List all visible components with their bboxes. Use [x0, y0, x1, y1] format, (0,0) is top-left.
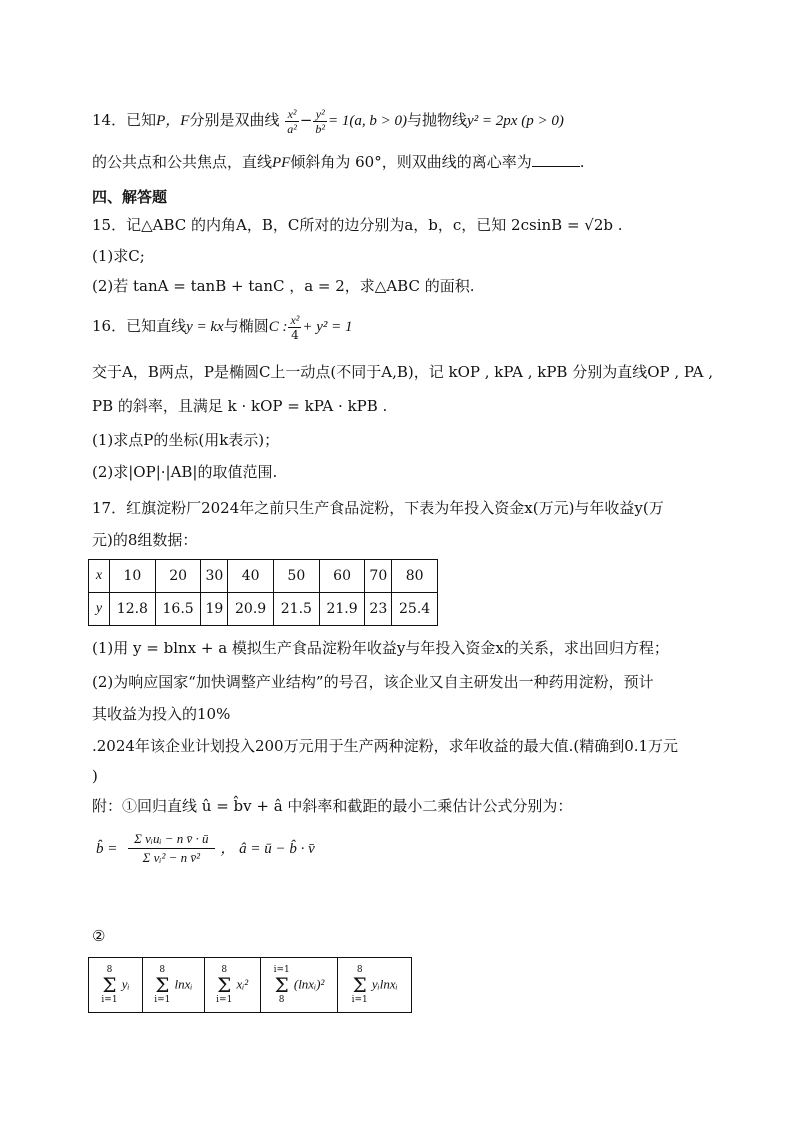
- least-squares-formula: b̂ = $\frac{\text{Σ vᵢuᵢ − n v̄ · ū}}{\text{Σ vᵢ² − n v̄²}}$ ， â = ū − b̂ · v̄: [96, 831, 315, 865]
- q14-line2: 的公共点和公共焦点，直线PF倾斜角为 60°，则双曲线的离心率为 .: [92, 153, 585, 171]
- q15-part2: (2)若 tanA = tanB + tanC ，a = 2，求△ABC 的面积.: [92, 277, 475, 295]
- table-cell: 19: [201, 593, 228, 626]
- parabola-equation: y² = 2px (p > 0): [467, 113, 564, 129]
- table-cell: 60: [319, 560, 365, 593]
- table-cell: 21.5: [273, 593, 319, 626]
- table-cell: 20: [155, 560, 201, 593]
- q17-appendix: 附：①回归直线 û = b̂v + â 中斜率和截距的最小二乘估计公式分别为：: [92, 797, 573, 815]
- table-cell: 21.9: [319, 593, 365, 626]
- q17-part1: (1)用 y = blnx + a 模拟生产食品淀粉年收益y与年投入资金x的关系，求出回归方程；: [92, 639, 669, 657]
- q16-part1: (1)求点P的坐标(用k表示)；: [92, 431, 280, 449]
- q15-line1: 15．记△ABC 的内角A，B，C所对的边分别为a，b，c，已知 2csinB = √2b .: [92, 216, 623, 234]
- table-cell: 23: [365, 593, 392, 626]
- table-cell: 10: [110, 560, 156, 593]
- hyperbola-x-term: $\frac{\text{x²}}{\text{a²}}$: [287, 106, 297, 136]
- table-cell: 70: [365, 560, 392, 593]
- sum-cell-x-squared: 8 Σ i=1 xᵢ²: [204, 958, 260, 1013]
- table-cell: 16.5: [155, 593, 201, 626]
- q16-line1: 16．已知直线y = kx与椭圆C : $\frac{\text{x²}}{4}$ + y² = 1: [92, 312, 353, 342]
- ellipse-x-term: $\frac{\text{x²}}{4}$: [290, 312, 300, 342]
- sum-cell-y: 8 Σ i=1 yᵢ: [89, 958, 143, 1013]
- question-number: 14．: [92, 111, 127, 129]
- q17-part2-b: 其收益为投入的10%: [92, 705, 231, 723]
- table-cell: 50: [273, 560, 319, 593]
- q17-part2-c: .2024年该企业计划投入200万元用于生产两种淀粉，求年收益的最大值.(精确到0.1万元: [92, 737, 679, 755]
- table-cell: 12.8: [110, 593, 156, 626]
- q17-line2: 元)的8组数据：: [92, 531, 198, 549]
- table-row: [89, 958, 412, 1013]
- q17-part2-a: (2)为响应国家“加快调整产业结构”的号召，该企业又自主研发出一种药用淀粉，预计: [92, 673, 654, 691]
- table-cell: 30: [201, 560, 228, 593]
- table-cell: 25.4: [392, 593, 438, 626]
- table-cell: 20.9: [228, 593, 274, 626]
- answer-blank: [532, 152, 580, 167]
- q14-line1: 14．已知P，F分别是双曲线 $\frac{\text{x²}}{\text{a²}}$ − $\frac{\text{y²}}{\text{b²}}$ = 1(a, b > 0)与抛物线y² = 2px (p > 0): [92, 106, 564, 136]
- q17-line1: 17．红旗淀粉厂2024年之前只生产食品淀粉，下表为年投入资金x(万元)与年收益y(万: [92, 499, 664, 517]
- q16-line2: 交于A，B两点，P是椭圆C上一动点(不同于A,B)，记 kOP , kPA , kPB 分别为直线OP , PA ,: [92, 363, 714, 381]
- sum-cell-lnx: 8 Σ i=1 lnxᵢ: [142, 958, 204, 1013]
- data-table: [88, 559, 438, 626]
- sum-cell-lnx-squared: i=1 Σ 8 (lnxᵢ)²: [260, 958, 338, 1013]
- table-row-y: [89, 593, 438, 626]
- table-header-y: y: [89, 593, 110, 626]
- section-heading: 四、解答题: [92, 188, 168, 206]
- circle-two-marker: ②: [92, 927, 106, 945]
- hyperbola-y-term: $\frac{\text{y²}}{\text{b²}}$: [315, 106, 326, 136]
- table-header-x: x: [89, 560, 110, 593]
- q16-part2: (2)求|OP|·|AB|的取值范围.: [92, 463, 278, 481]
- sums-table: [88, 957, 412, 1013]
- q15-part1: (1)求C;: [92, 247, 145, 265]
- sum-cell-y-lnx: 8 Σ i=1 yᵢlnxᵢ: [338, 958, 412, 1013]
- q17-part2-d: ): [92, 767, 98, 785]
- table-cell: 80: [392, 560, 438, 593]
- table-row-x: [89, 560, 438, 593]
- q16-line3: PB 的斜率，且满足 k · kOP = kPA · kPB .: [92, 397, 388, 415]
- table-cell: 40: [228, 560, 274, 593]
